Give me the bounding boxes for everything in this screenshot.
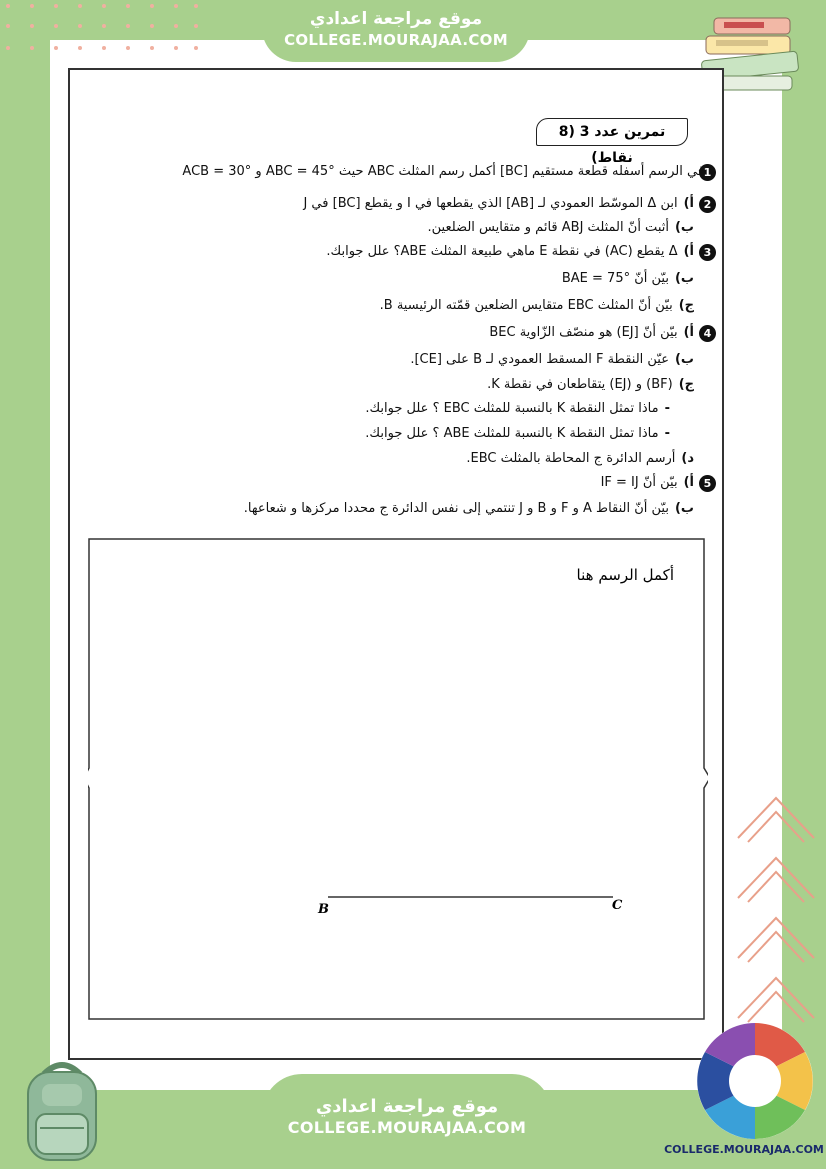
footer-site-url[interactable]: COLLEGE.MOURAJAA.COM bbox=[287, 1118, 527, 1137]
sub-label: أ) bbox=[683, 475, 694, 490]
sub-label: ب) bbox=[674, 501, 694, 516]
logo-caption: COLLEGE.MOURAJAA.COM bbox=[664, 1143, 824, 1156]
header-banner bbox=[262, 0, 530, 62]
sub-label: أ) bbox=[683, 325, 694, 340]
point-c-label: C bbox=[612, 898, 623, 913]
question-4a bbox=[489, 324, 694, 342]
question-4c-2 bbox=[365, 425, 670, 443]
question-2b bbox=[428, 219, 694, 237]
sub-label: د) bbox=[681, 451, 694, 466]
sub-label: ج) bbox=[678, 298, 694, 313]
question-text: بيّن أنّ النقاط A و F و B و J تنتمي إلى نفس الدائرة ج محددا مركزها و شعاعها. bbox=[243, 501, 669, 516]
decorative-dots bbox=[0, 0, 210, 60]
point-b-label: B bbox=[318, 902, 329, 917]
question-text: عيّن النقطة F المسقط العمودي لـ B على [CE]. bbox=[410, 352, 669, 367]
question-2a bbox=[303, 195, 694, 213]
question-3b bbox=[562, 270, 694, 288]
question-text: ماذا تمثل النقطة K بالنسبة للمثلث ABE ؟ علل جوابك. bbox=[365, 426, 659, 441]
question-text: بيّن أنّ المثلث EBC متقايس الضلعين قمّته الرئيسية B. bbox=[379, 298, 673, 313]
question-text: بيّن أنّ BAE = 75° bbox=[561, 271, 669, 286]
question-number-2: 2 bbox=[699, 196, 716, 213]
question-number-3: 3 bbox=[699, 244, 716, 261]
site-name: موقع مراجعة اعدادي bbox=[309, 9, 483, 29]
question-text: (BF) و (EJ) يتقاطعان في نقطة K. bbox=[487, 377, 673, 392]
question-text: Δ يقطع (AC) في نقطة E ماهي طبيعة المثلث ABE؟ علل جوابك. bbox=[326, 244, 678, 259]
site-url[interactable]: COLLEGE.MOURAJAA.COM bbox=[284, 31, 508, 49]
drawing-area[interactable] bbox=[88, 538, 708, 1020]
question-text: بيّن أنّ [EJ) هو منصّف الزّاوية BEC bbox=[489, 325, 678, 340]
question-1 bbox=[182, 163, 704, 181]
question-4c bbox=[487, 376, 694, 394]
question-number-5: 5 bbox=[699, 475, 716, 492]
question-text: ماذا تمثل النقطة K بالنسبة للمثلث EBC ؟ علل جوابك. bbox=[365, 401, 659, 416]
sub-label: - bbox=[664, 401, 670, 416]
sub-label: - bbox=[664, 426, 670, 441]
question-number-1: 1 bbox=[699, 164, 716, 181]
sub-label: أ) bbox=[683, 244, 694, 259]
sub-label: ب) bbox=[674, 271, 694, 286]
question-3c bbox=[380, 297, 694, 315]
exercise-title: تمرين عدد 3 (8 نقاط) bbox=[536, 118, 688, 146]
site-logo-icon bbox=[694, 1020, 816, 1142]
question-text: أثبت أنّ المثلث ABJ قائم و متقايس الضلعين. bbox=[427, 220, 669, 235]
question-text: ابن Δ الموسّط العمودي لـ [AB] الذي يقطعها في I و يقطع [BC] في J bbox=[303, 196, 678, 211]
question-5a bbox=[601, 474, 694, 492]
footer-site-name: موقع مراجعة اعدادي bbox=[315, 1096, 499, 1117]
question-4b bbox=[410, 351, 694, 369]
sub-label: ج) bbox=[678, 377, 694, 392]
question-text: بيّن أنّ IF = IJ bbox=[600, 475, 678, 490]
question-4d bbox=[466, 450, 694, 468]
question-text: أرسم الدائرة ج المحاطة بالمثلث EBC. bbox=[466, 451, 676, 466]
question-3a bbox=[326, 243, 694, 261]
question-number-4: 4 bbox=[699, 325, 716, 342]
drawing-instruction: أكمل الرسم هنا bbox=[576, 566, 674, 584]
footer-banner bbox=[262, 1074, 552, 1169]
sub-label: أ) bbox=[683, 196, 694, 211]
sub-label: ب) bbox=[674, 352, 694, 367]
question-5b bbox=[244, 500, 694, 518]
chevron-decoration bbox=[732, 790, 818, 1030]
backpack-icon bbox=[14, 1056, 110, 1164]
question-4c-1 bbox=[365, 400, 670, 418]
question-text: في الرسم أسفله قطعة مستقيم [BC] أكمل رسم المثلث ABC حيث ABC = 45° و ACB = 30° bbox=[182, 164, 704, 179]
sub-label: ب) bbox=[674, 220, 694, 235]
